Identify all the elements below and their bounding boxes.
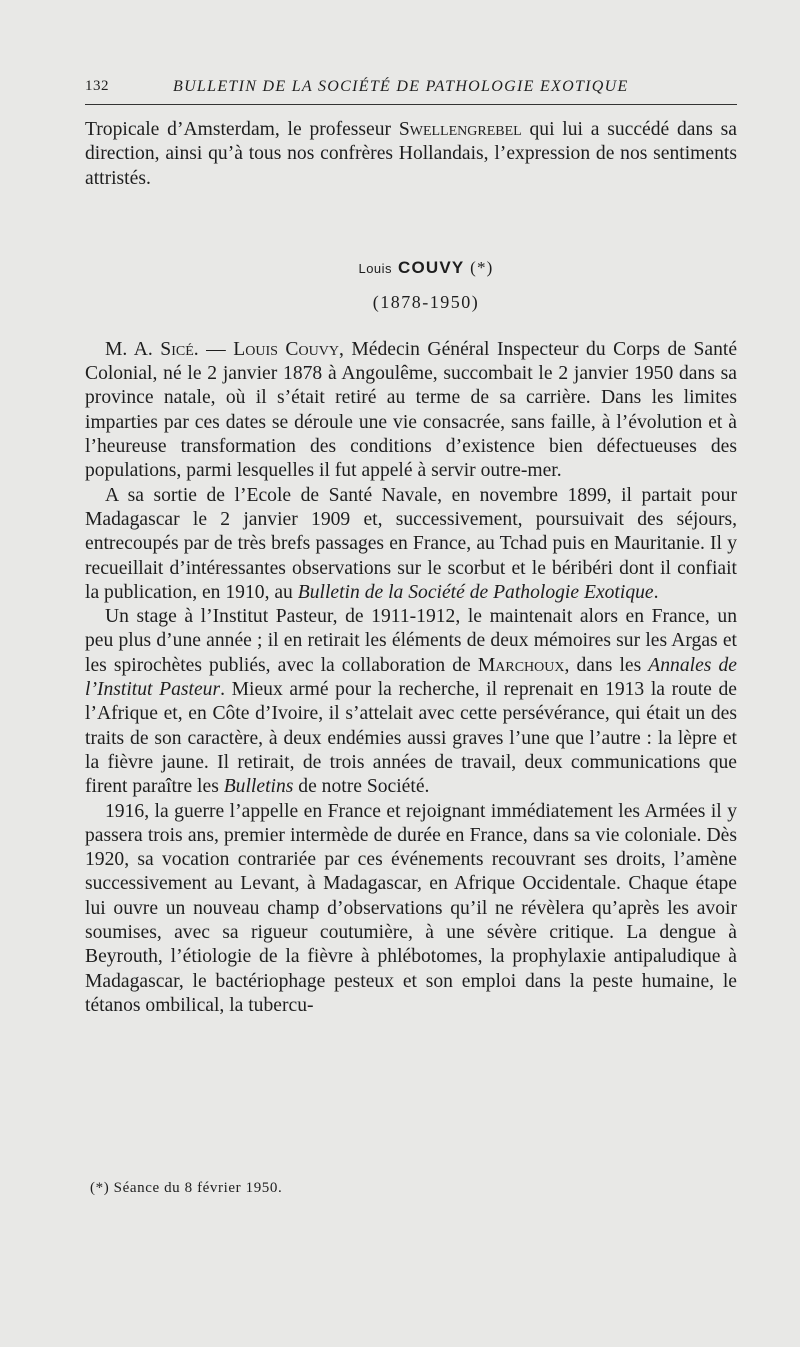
- footnote-text: Séance du 8 février 1950.: [109, 1180, 283, 1196]
- obituary-heading: [85, 255, 737, 316]
- p1-text: , Médecin Général Inspecteur du Corps de Santé Colonial, né le 2 janvier 1878 à Angoulême, succombait le 2 janvier 1950 dans sa province natale, où il s’était retiré au terme de sa carrière. Dans les limites imparties par ces dates se déroule une vie consacrée, sans faille, à l’évolution et à l’heureuse transformation des conditions d’existence bien défectueuses des populations, parmi lesquelles il fut appelé à servir outre-mer.: [85, 338, 738, 482]
- p2-text: A sa sortie de l’Ecole de Santé Navale, en novembre 1899, il partait pour Madagascar le 2 janvier 1909 et, successivement, poursuivait des séjours, entrecoupés par de très brefs passages en France, au Tchad puis en Mauritanie. Il y recueillait d’intéressantes observations sur le scorbut et le béribéri dont il confiait la publication, en 1910, au: [85, 484, 737, 603]
- obituary-surname: COUVY: [397, 257, 465, 277]
- intro-name: Swellengrebel: [398, 119, 522, 140]
- p2-end: .: [653, 581, 659, 603]
- footnote: [90, 1180, 282, 1197]
- p3-text-a: Un stage à l’Institut Pasteur, de 1911-1912, le maintenait alors en France, un peu plus d’une année ; il en retirait les éléments de deux mémoires sur les Argas et les spirochètes publiés, avec la collaboration de: [85, 606, 737, 676]
- intro-text-a: Tropicale d’Amsterdam, le professeur: [85, 119, 399, 140]
- p3-bulletins: Bulletins: [223, 776, 294, 798]
- obituary-first-name: Louis: [358, 260, 393, 276]
- paragraph-3: [85, 605, 737, 799]
- obituary-footnote-mark: (*): [470, 257, 494, 277]
- obituary-title: [85, 255, 737, 282]
- p1-author: M. A. Sicé.: [105, 338, 199, 360]
- page-header: [85, 78, 737, 108]
- running-head: BULLETIN DE LA SOCIÉTÉ DE PATHOLOGIE EXOTIQUE: [173, 78, 629, 95]
- p3-journal: Annales de l’Institut Pasteur: [85, 654, 737, 701]
- header-rule: [85, 104, 737, 105]
- p3-text-c: . Mieux armé pour la recherche, il reprenait en 1913 la route de l’Afrique et, en Côte d’Ivoire, il s’attelait avec cette persévérance, qui était un des traits de son caractère, à deux endémies aussi graves l’une que l’autre : la lèpre et la fièvre jaune. Il retirait, de trois années de travail, deux communications que firent paraître les: [85, 679, 737, 798]
- paragraph-1: [85, 338, 737, 484]
- intro-text-b: qui lui a succédé dans sa direction, ainsi qu’à tous nos confrères Hollandais, l’expression de nos sentiments attristés.: [85, 119, 737, 189]
- p1-subject: Louis Couvy: [233, 338, 339, 360]
- p2-journal: Bulletin de la Société de Pathologie Exotique: [297, 581, 654, 603]
- footnote-mark: (*): [90, 1180, 110, 1196]
- p1-dash: —: [198, 338, 234, 360]
- p3-text-b: , dans les: [564, 654, 649, 676]
- p3-text-d: de notre Société.: [293, 776, 430, 798]
- paragraph-2: [85, 484, 737, 605]
- p4-text: 1916, la guerre l’appelle en France et rejoignant immédiatement les Armées il y passera trois ans, premier intermède de durée en France, dans sa vie coloniale. Dès 1920, sa vocation contrariée par ces événements recouvrant ses droits, l’amène successivement au Levant, à Madagascar, en Afrique Occidentale. Chaque étape lui ouvre un nouveau champ d’observations qu’il ne révèlera qu’après les avoir soumises, avec sa rigueur coutumière, à une sévère critique. La dengue à Beyrouth, l’étiologie de la fièvre à phlébotomes, la prophylaxie antipaludique à Madagascar, le bactériophage pesteux et son emploi dans la peste humaine, le tétanos ombilical, la tubercu-: [85, 800, 737, 1016]
- page-number: 132: [85, 78, 109, 94]
- obituary-dates: (1878-1950): [372, 291, 480, 312]
- body-text: [85, 118, 737, 1018]
- p3-collaborator: Marchoux: [477, 654, 565, 676]
- intro-paragraph: [85, 118, 737, 191]
- paragraph-4: [85, 800, 737, 1019]
